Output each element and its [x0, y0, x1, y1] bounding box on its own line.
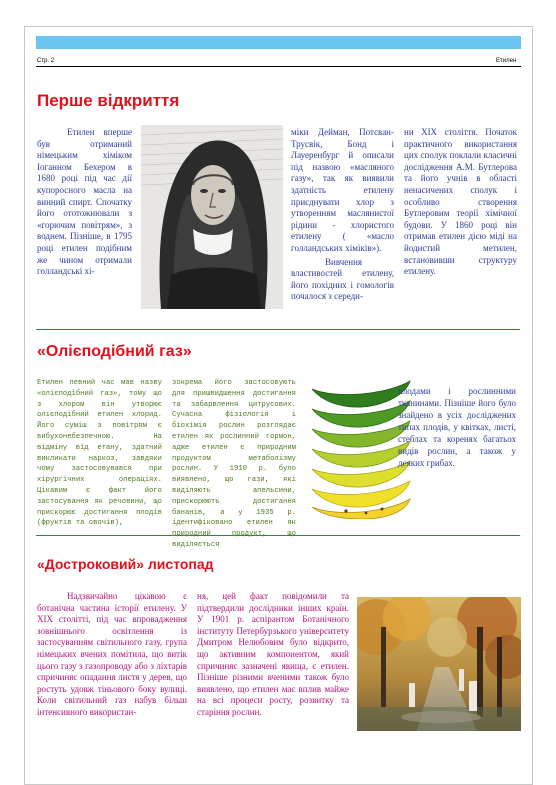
page-number-label: Стр. 2 [37, 58, 55, 64]
autumn-park-painting [357, 597, 521, 731]
section1-column-1 [37, 127, 132, 278]
section2-column-2: зокрема його застосовують для пришвидшення достигання та забарвлення цитрусових. Сучасна фізіологія і біохімія рослин розглядає етилен як рослинний гормон, адже етилен є природним продуктом метаболізму рослин. У 1910 р. було виявлено, що гази, які виділяють апельсини, прискорюють достигання бананів, а у 1935 р. ідентифіковано етилен як виділяється [172, 379, 296, 549]
section-divider-1 [36, 329, 520, 330]
section-title-early-leaf-fall: «Достроковий» листопад [37, 556, 214, 572]
portrait-image [141, 125, 283, 309]
header-color-bar [36, 36, 521, 49]
section3-column-1 [37, 591, 187, 719]
running-title: Етилен [496, 58, 517, 64]
autumn-park-image [357, 597, 521, 731]
section-title-oil-gas: «Олієподібний газ» [37, 343, 192, 360]
section2-column-3: плодами і рослинними тканинами. Пізніше його було знайдено в усіх досліджених типах плодів, у квітках, листі, стеблах та коренях багатьох видів рослин, а також у деяких грибах. [398, 386, 516, 468]
section3-column-2: ня, цей факт повідомили та підтвердили дослідники інших країн. У 1901 р. аспірантом Ботанічного інституту Петербурзького університету Дмитром Нелюбовим було відкрито, що активним компонентом, який спричиняє зазначені явища, є етилен. Пізніше різними вченими також було виявлено, що етилен має вплив майже на всі процеси росту, розвитку та старіння рослин. [197, 591, 349, 717]
section-title-first-discovery: Перше відкриття [37, 91, 180, 110]
section1-col2-text-a: міки Дейман, Потсван-Трусвік, Бонд і Лауеренбург й описали під назвою «масляного газу», так як виявили здатність етилену приєднувати хлор з утворенням маслянистої рідини - хлористого етилену ( «масло голландських хіміків»). [291, 127, 394, 253]
section1-col2-text-b: Вивчення властивостей етилену, його похідних і гомологів почалося з середи- [291, 256, 394, 302]
header-rule [36, 66, 521, 67]
section3-col1-text: Надзвичайно цікавою є ботанічна частина історії етилену. У ХІХ столітті, під час впровадження зовнішнього освітлення із застосуванням світильного газу, група німецьких вчених помітила, що витік цього газу з газопроводу або з ліхтарів спричиняє опадання листя у дерев, що ростуть удовж тіньового боку вулиці. Коли світильний газ набув більш інтенсивного використан- [37, 591, 187, 717]
portrait-engraving [141, 125, 283, 309]
section1-column-2 [291, 127, 394, 303]
section1-column-3: ни XIX століття. Початок практичного використання цих сполук поклали класичні дослідження А.М. Бутлерова та його учнів в області ненасичених сполук і особливо створення Бутлеровим теорії хімічної будови. У 1860 році він отримав етилен дією міді на йодистий метилен, встановивши структуру етилену. [404, 127, 517, 277]
section-divider-2 [36, 535, 520, 536]
section2-column-1: Етилен певний час мав назву «олієподібний газ», тому що з хлором він утворює олієподібний етилен хлорид. Його суміш з повітрям є вибухонебезпечною. На відміну від етану, здатний викликати наркоз, завдяки чому застосовувався при хірургічних операціях. Цікавим є факт його застосування як речовини, що прискорює достигання плодів (фруктів та овочів), [37, 379, 162, 528]
section1-col1-text: Етилен вперше був отриманий німецьким хіміком Іоганном Бехером в 1680 році під час дії купоросного масла на винний спирт. Спочатку його ототожнювали з «горючим повітрям», з воднем. Пізніше, в 1795 році етилен подібним же чином отримали голландські хі- [37, 127, 132, 277]
